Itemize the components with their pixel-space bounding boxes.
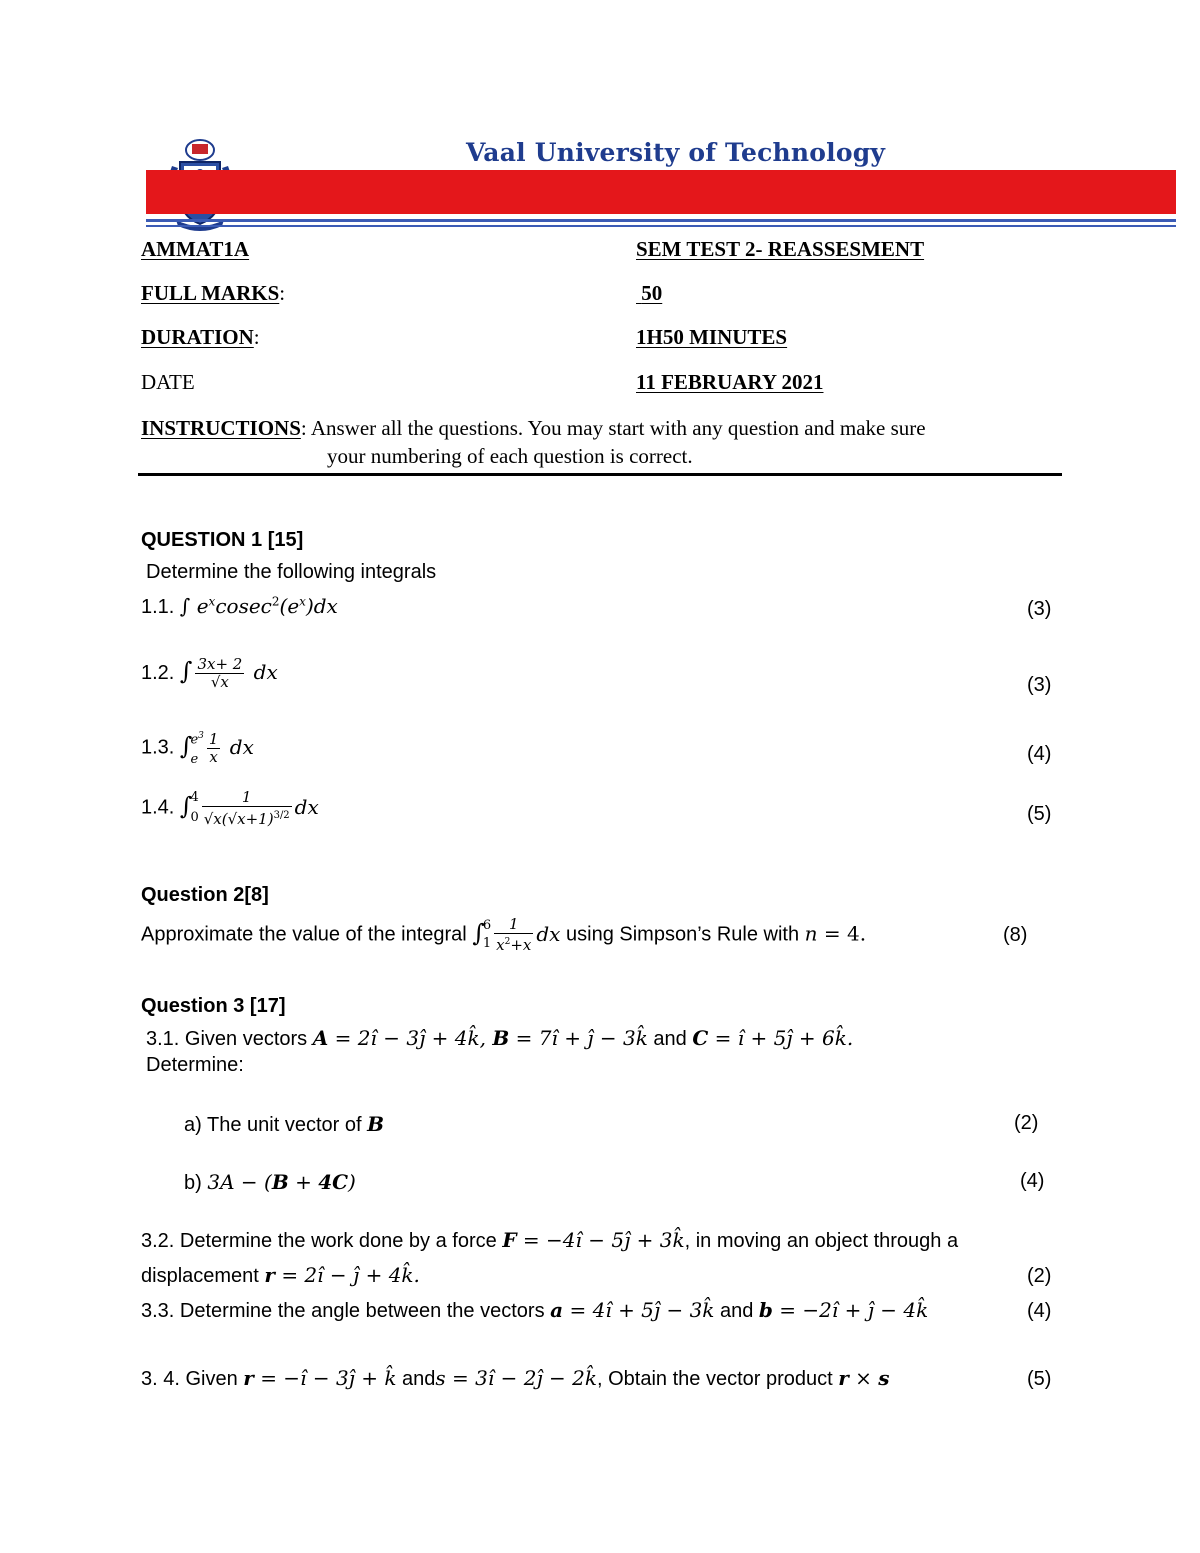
q1-4-number: 1.4.: [141, 796, 175, 819]
question-1-title: QUESTION 1 [15]: [141, 529, 304, 551]
q3-4-marks: (5): [1027, 1368, 1052, 1390]
q3-3-marks: (4): [1027, 1300, 1052, 1322]
course-code: AMMAT1A: [141, 237, 250, 261]
q1-1-marks: (3): [1027, 598, 1052, 620]
q3-4-and: and: [402, 1368, 436, 1390]
q3-4-prefix: 3. 4. Given: [141, 1368, 238, 1390]
divider-rule: [138, 473, 1062, 476]
q3-1-vectors: A = 2î − 3ĵ + 4k̂, B = 7î + ĵ − 3k̂: [312, 1026, 648, 1050]
q3-1-a-marks: (2): [1014, 1112, 1039, 1134]
q3-2-text: 3.2. Determine the work done by a force: [141, 1230, 497, 1252]
q3-4-product: r × s: [838, 1366, 890, 1390]
question-1-intro: Determine the following integrals: [146, 561, 437, 583]
question-2-text: [141, 916, 866, 954]
q3-4-vector-r: r = −î − 3ĵ + k̂: [243, 1366, 397, 1390]
q3-2-line1: [141, 1228, 958, 1253]
q3-4-vector-s: s = 3î − 2ĵ − 2k̂: [435, 1366, 597, 1390]
q1-1-number: 1.1.: [141, 596, 175, 618]
date-label: DATE: [141, 370, 195, 394]
header-red-band: [146, 170, 1176, 214]
q3-2-text-end: , in moving an object through a: [684, 1230, 959, 1252]
q3-2-displacement-label: displacement: [141, 1265, 259, 1287]
q1-3-marks: (4): [1027, 743, 1052, 765]
q2-text-before: Approximate the value of the integral: [141, 923, 467, 946]
q3-2-marks: (2): [1027, 1265, 1052, 1287]
q3-1-a-label: a): [184, 1114, 202, 1136]
q3-1-a-vector: B: [367, 1112, 384, 1136]
university-title: Vaal University of Technology: [466, 138, 886, 167]
q1-1: [141, 594, 338, 619]
q2-marks: (8): [1003, 924, 1028, 946]
q3-3-vector-b: b = −2î + ĵ − 4k̂: [758, 1298, 929, 1322]
instructions-text-2: your numbering of each question is correct.: [327, 444, 693, 468]
q3-1-b-expression: 3A − (B + 4C): [207, 1170, 356, 1194]
q1-2-number: 1.2.: [141, 662, 175, 684]
q3-1-vector-c: C = î + 5ĵ + 6k̂.: [692, 1026, 854, 1050]
header-blue-line: [146, 219, 1176, 222]
q1-2: [141, 656, 278, 691]
test-name: SEM TEST 2- REASSESMENT: [636, 237, 925, 261]
q3-2-line2: [141, 1263, 420, 1288]
q1-2-marks: (3): [1027, 674, 1052, 696]
q1-4-marks: (5): [1027, 803, 1052, 825]
q3-1: 3.1. Given vectors A = 2î − 3ĵ + 4k̂, B = 7î + ĵ − 3k̂ and C = î + 5ĵ + 6k̂.: [146, 1026, 854, 1050]
full-marks-number: 50: [641, 281, 663, 305]
duration-label: DURATION: [141, 325, 254, 349]
q3-1-prefix: 3.1. Given vectors: [146, 1028, 308, 1050]
q3-1-a-text: The unit vector of: [207, 1114, 362, 1136]
full-marks-value: [636, 281, 662, 306]
q1-3-expression: $\int e^3$ e $\frac{1}{x}$ dx: [179, 729, 254, 768]
q3-3-vector-a: a = 4î + 5ĵ − 3k̂: [550, 1298, 715, 1322]
q3-4-text-end: , Obtain the vector product: [597, 1368, 833, 1390]
header-blue-line: [146, 225, 1176, 227]
q3-1-determine: Determine:: [146, 1054, 244, 1076]
instructions: INSTRUCTIONS: Answer all the questions. You may start with any question and make sure: [141, 416, 926, 440]
q3-1-b: [184, 1170, 356, 1195]
q3-1-b-label: b): [184, 1172, 202, 1194]
q3-2-force: F = −4î − 5ĵ + 3k̂: [502, 1228, 685, 1252]
q3-2-displacement: r = 2î − ĵ + 4k̂.: [264, 1263, 420, 1287]
instructions-label: INSTRUCTIONS: [141, 416, 301, 440]
q1-1-expression: ∫ $e^xcosec^2(e^x)dx$: [179, 594, 338, 618]
q1-4-expression: ∫4 0 $\frac{1}{√x(√x+1)^{3/2}}$ dx: [179, 787, 319, 828]
q3-4: [141, 1366, 890, 1391]
question-3-title: Question 3 [17]: [141, 995, 286, 1017]
q1-3: [141, 726, 254, 770]
q3-1-b-marks: (4): [1020, 1170, 1045, 1192]
date-value: 11 FEBRUARY 2021: [636, 370, 824, 394]
q2-n-value: n = 4.: [804, 921, 867, 946]
q3-3: 3.3. Determine the angle between the vectors a = 4î + 5ĵ − 3k̂ and b = −2î + ĵ − 4k̂: [141, 1298, 929, 1322]
q3-3-text: 3.3. Determine the angle between the vectors: [141, 1300, 545, 1322]
duration-label-row: DURATION:: [141, 325, 260, 349]
q2-integral: ∫6 1 $\frac{1}{x^2+x}$ dx: [472, 915, 561, 954]
duration-value: 1H50 MINUTES: [636, 325, 788, 349]
q1-2-expression: ∫ $\frac{3x+ 2}{√x}$ dx: [179, 655, 278, 691]
q1-4: [141, 788, 319, 828]
q2-text-after: using Simpson’s Rule with: [566, 923, 800, 946]
full-marks-label: FULL MARKS: [141, 281, 280, 305]
instructions-text-1: Answer all the questions. You may start with any question and make sure: [310, 416, 926, 440]
q1-3-number: 1.3.: [141, 736, 175, 759]
question-2-title: Question 2[8]: [141, 884, 269, 906]
q3-1-a: [184, 1112, 384, 1137]
full-marks-label-row: FULL MARKS:: [141, 281, 286, 305]
